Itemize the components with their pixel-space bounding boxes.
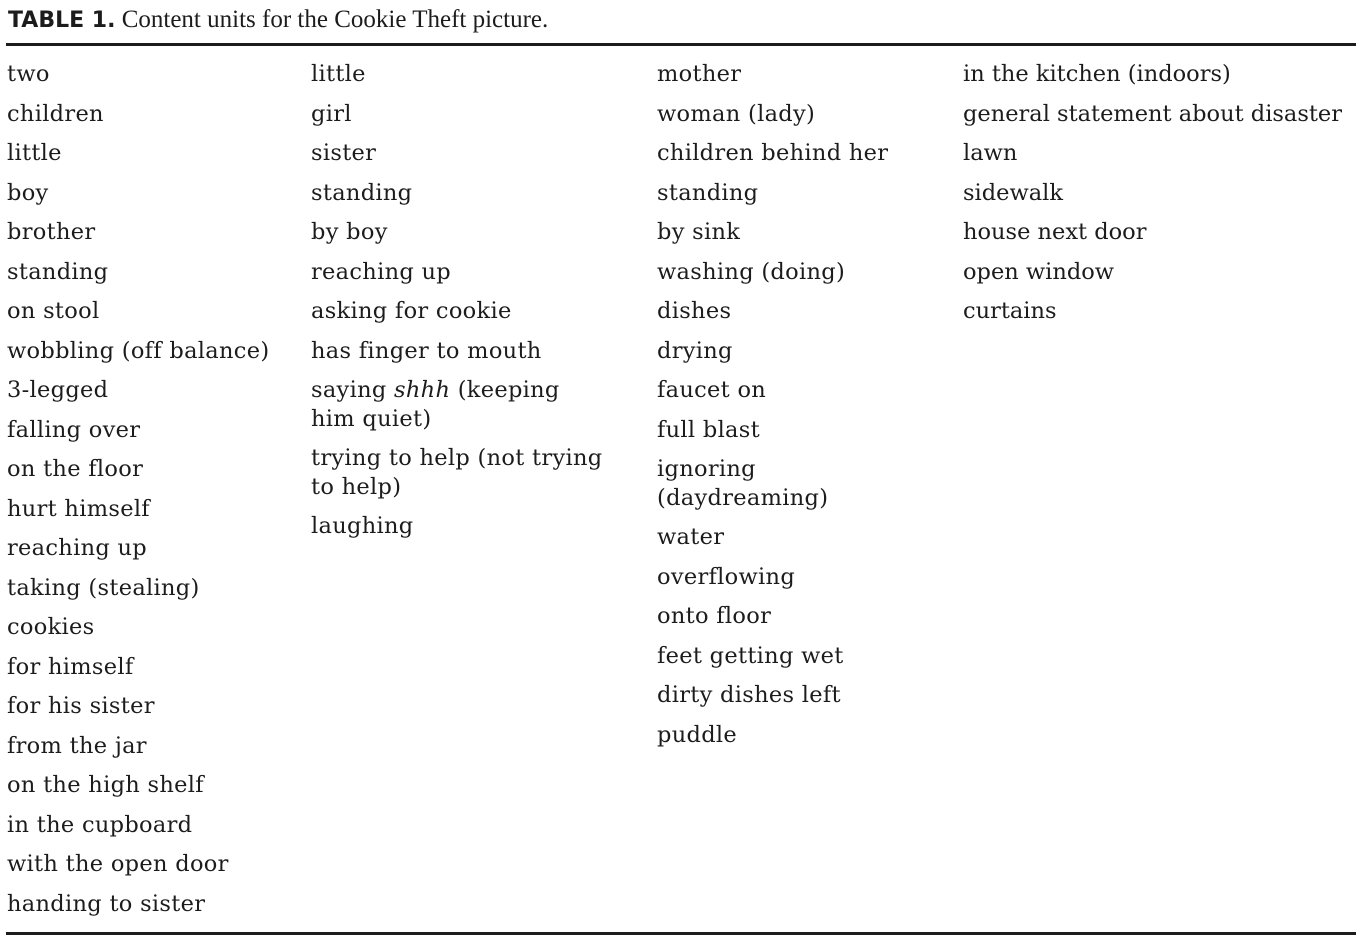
content-unit: with the open door [7, 851, 229, 877]
content-unit: dirty dishes left [657, 682, 841, 708]
content-unit: reaching up [311, 258, 452, 285]
column-girl [311, 60, 641, 552]
content-unit: little [311, 61, 366, 87]
content-unit: 3-legged [7, 377, 109, 403]
content-unit: taking (stealing) [7, 574, 200, 601]
content-unit: boy [7, 179, 49, 206]
content-unit: house next door [963, 219, 1147, 245]
content-unit: for himself [7, 653, 134, 680]
content-unit: mother [657, 61, 742, 87]
content-unit: standing [7, 258, 109, 285]
content-unit: open window [963, 258, 1115, 285]
content-unit: standing [657, 179, 759, 206]
content-unit: cookies [7, 614, 95, 640]
content-unit: by sink [657, 219, 741, 245]
content-unit-fragment: him quiet) [311, 405, 432, 432]
content-unit [311, 444, 641, 501]
content-unit: laughing [311, 513, 414, 539]
content-unit: two [7, 61, 50, 87]
content-unit [657, 455, 957, 512]
content-unit: on the floor [7, 456, 144, 482]
column-boy [7, 60, 297, 929]
content-unit-line: ignoring [657, 456, 756, 482]
content-unit: on the high shelf [7, 772, 204, 798]
content-unit: curtains [963, 298, 1057, 324]
content-unit: sister [311, 140, 377, 166]
column-setting [963, 60, 1358, 337]
content-unit: on stool [7, 298, 100, 324]
content-unit: full blast [657, 416, 760, 443]
content-unit-fragment: saying [311, 377, 395, 403]
content-unit [311, 376, 641, 433]
content-unit: brother [7, 219, 96, 245]
content-unit: in the kitchen (indoors) [963, 61, 1231, 87]
content-unit-line: to help) [311, 473, 402, 500]
content-unit: falling over [7, 416, 141, 443]
content-unit: standing [311, 179, 413, 206]
content-unit: little [7, 140, 62, 166]
content-unit: wobbling (off balance) [7, 337, 270, 364]
content-unit: reaching up [7, 535, 148, 561]
table-caption [8, 4, 548, 37]
content-unit: lawn [963, 140, 1018, 166]
content-unit: handing to sister [7, 890, 206, 917]
content-unit: general statement about disaster [963, 100, 1343, 127]
content-unit: onto floor [657, 603, 772, 629]
bottom-rule [6, 932, 1356, 935]
content-unit: girl [311, 100, 352, 127]
table-title: Content units for the Cookie Theft picture. [121, 6, 549, 33]
content-unit: drying [657, 337, 733, 364]
content-unit: woman (lady) [657, 100, 816, 127]
content-unit: water [657, 524, 725, 550]
content-unit: for his sister [7, 693, 155, 719]
content-unit: has finger to mouth [311, 337, 542, 364]
content-unit: puddle [657, 721, 738, 748]
column-mother [657, 60, 957, 760]
content-unit: faucet on [657, 377, 767, 403]
content-unit: overflowing [657, 563, 796, 590]
content-unit: in the cupboard [7, 811, 193, 838]
content-unit: washing (doing) [657, 258, 846, 285]
content-unit-fragment: (keeping [450, 377, 560, 403]
content-unit: asking for cookie [311, 298, 512, 324]
content-unit: hurt himself [7, 495, 150, 522]
content-unit-italic: shhh [394, 377, 451, 403]
content-unit: children [7, 100, 104, 127]
content-unit-line: trying to help (not trying [311, 445, 603, 471]
content-unit: dishes [657, 298, 732, 324]
content-unit: sidewalk [963, 179, 1063, 206]
table-label: TABLE 1. [8, 8, 116, 33]
content-unit: from the jar [7, 732, 147, 759]
content-unit-line: (daydreaming) [657, 484, 829, 511]
content-unit: feet getting wet [657, 642, 844, 669]
content-unit: children behind her [657, 140, 889, 166]
content-unit: by boy [311, 219, 388, 245]
top-rule [6, 43, 1356, 46]
